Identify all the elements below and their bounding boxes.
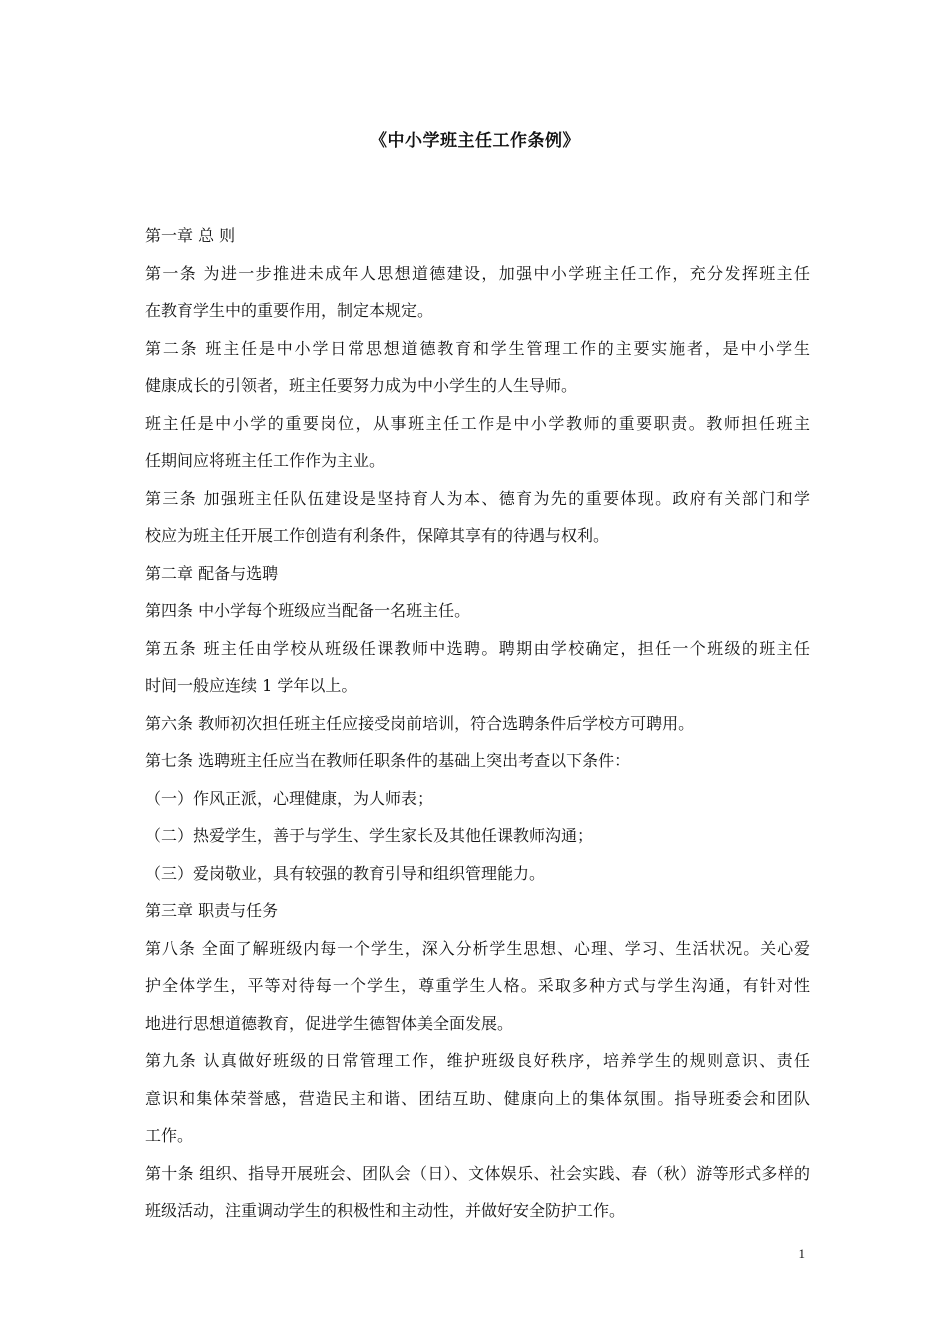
body-line: 意识和集体荣誉感，营造民主和谐、团结互助、健康向上的集体氛围。指导班委会和团队	[145, 1088, 810, 1108]
body-line: 第九条 认真做好班级的日常管理工作，维护班级良好秩序，培养学生的规则意识、责任	[145, 1051, 810, 1070]
body-line: 第二条 班主任是中小学日常思想道德教育和学生管理工作的主要实施者，是中小学生	[145, 338, 810, 358]
body-line: 第四条 中小学每个班级应当配备一名班主任。	[145, 601, 471, 620]
body-line: 第八条 全面了解班级内每一个学生，深入分析学生思想、心理、学习、生活状况。关心爱	[145, 938, 810, 958]
body-line: 时间一般应连续 1 学年以上。	[145, 676, 358, 695]
body-line: 健康成长的引领者，班主任要努力成为中小学生的人生导师。	[145, 376, 578, 395]
body-line: 第五条 班主任由学校从班级任课教师中选聘。聘期由学校确定，担任一个班级的班主任	[145, 638, 810, 658]
body-line: 班级活动，注重调动学生的积极性和主动性，并做好安全防护工作。	[145, 1201, 626, 1220]
body-line: 地进行思想道德教育，促进学生德智体美全面发展。	[145, 1013, 514, 1033]
body-line: 在教育学生中的重要作用，制定本规定。	[145, 301, 434, 320]
body-line: 任期间应将班主任工作作为主业。	[145, 451, 386, 470]
body-line: 第三条 加强班主任队伍建设是坚持育人为本、德育为先的重要体现。政府有关部门和学	[145, 488, 810, 508]
body-line: （三）爱岗敬业，具有较强的教育引导和组织管理能力。	[145, 863, 546, 883]
document-body	[145, 217, 810, 1230]
body-line: 第一章 总 则	[145, 226, 236, 245]
page-number: 1	[798, 1246, 805, 1261]
body-line: 工作。	[145, 1126, 194, 1145]
body-line: 第十条 组织、指导开展班会、团队会（日）、文体娱乐、社会实践、春（秋）游等形式多样的	[145, 1163, 810, 1183]
body-line: （二）热爱学生，善于与学生、学生家长及其他任课教师沟通；	[145, 826, 594, 845]
body-line: 第六条 教师初次担任班主任应接受岗前培训，符合选聘条件后学校方可聘用。	[145, 713, 695, 733]
body-line: 第七条 选聘班主任应当在教师任职条件的基础上突出考查以下条件：	[145, 751, 631, 770]
body-line: 班主任是中小学的重要岗位，从事班主任工作是中小学教师的重要职责。教师担任班主	[145, 413, 810, 433]
body-line: 校应为班主任开展工作创造有利条件，保障其享有的待遇与权利。	[145, 526, 610, 545]
body-line: 第一条 为进一步推进未成年人思想道德建设，加强中小学班主任工作，充分发挥班主任	[145, 263, 810, 283]
body-line: 第二章 配备与选聘	[145, 563, 279, 583]
body-line: （一）作风正派，心理健康，为人师表；	[145, 788, 434, 808]
body-line: 第三章 职责与任务	[145, 901, 279, 920]
body-line: 护全体学生，平等对待每一个学生，尊重学生人格。采取多种方式与学生沟通，有针对性	[145, 976, 810, 995]
document-title: 《中小学班主任工作条例》	[370, 131, 580, 151]
